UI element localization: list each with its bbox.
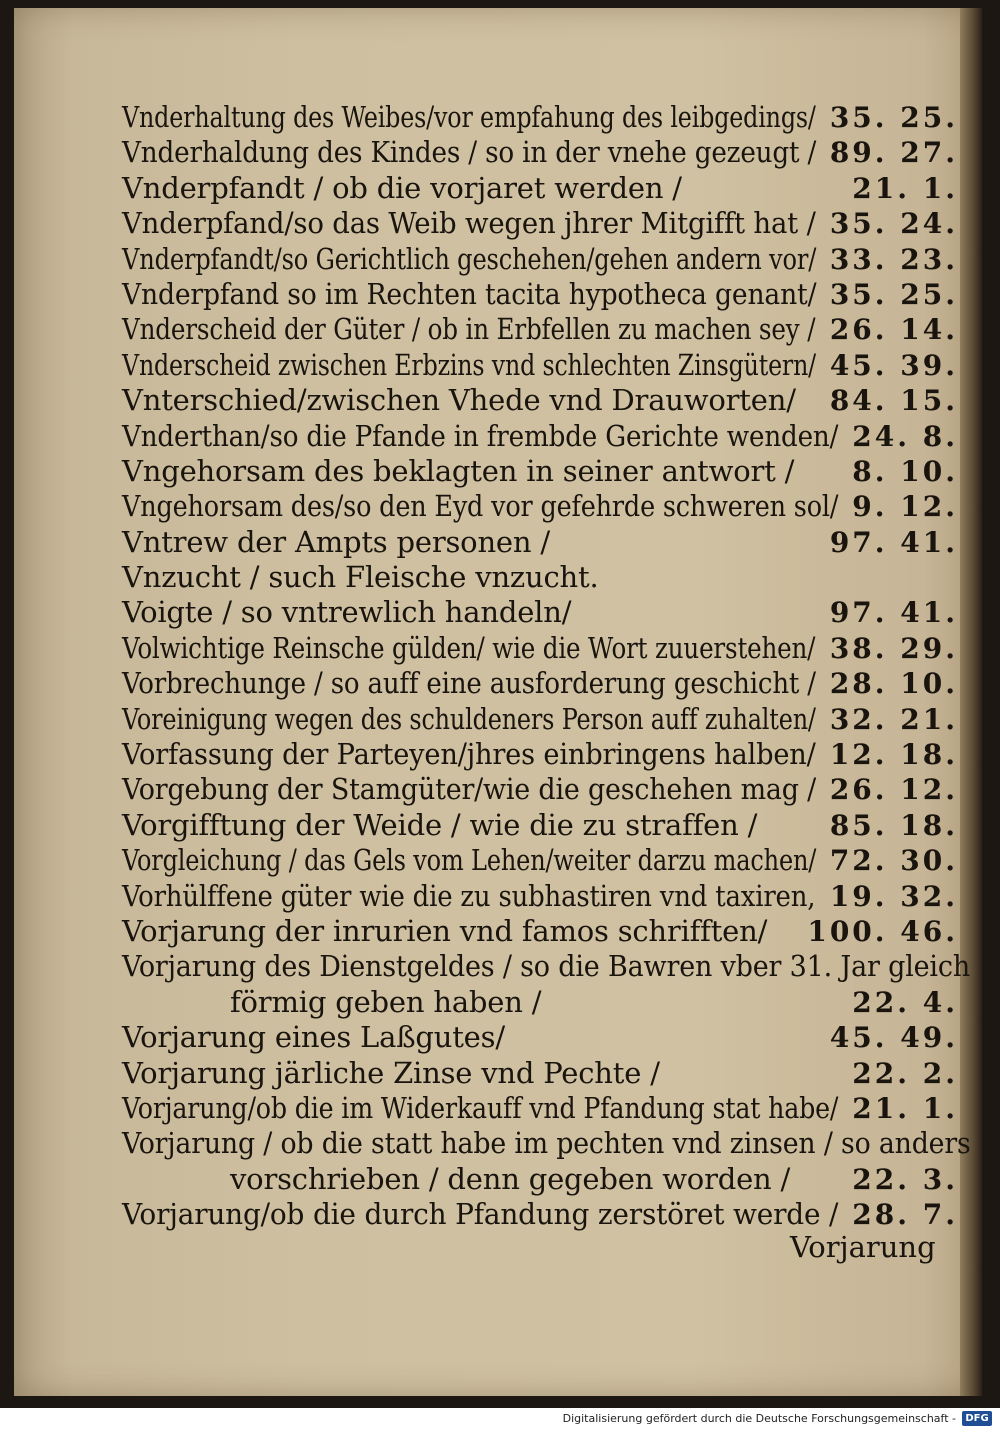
dfg-logo-icon: DFG bbox=[962, 1411, 992, 1426]
index-entry bbox=[14, 1162, 982, 1197]
index-entry bbox=[14, 914, 982, 949]
entry-text: Vngehorsam des/so den Eyd vor gefehrde schweren sol/ bbox=[122, 489, 839, 524]
entry-text: Vorjarung järliche Zinse vnd Pechte / bbox=[122, 1055, 660, 1090]
index-entry bbox=[14, 348, 982, 383]
entry-reference: 100. 46. bbox=[807, 914, 958, 948]
entry-text: Vorjarung der inrurien vnd famos schrifften/ bbox=[122, 913, 768, 948]
index-entry bbox=[14, 949, 982, 984]
index-entry bbox=[14, 135, 982, 170]
entry-text: förmig geben haben / bbox=[230, 984, 542, 1019]
entry-text: Vorjarung eines Laßgutes/ bbox=[122, 1020, 505, 1055]
entry-reference: 84. 15. bbox=[829, 384, 958, 418]
entry-text: Vorbrechunge / so auff eine ausforderung geschicht / bbox=[122, 666, 816, 701]
entry-text: Vntrew der Ampts personen / bbox=[122, 524, 550, 559]
entry-text: Vorfassung der Parteyen/jhres einbringens halben/ bbox=[122, 737, 816, 772]
index-entry bbox=[14, 100, 982, 135]
entry-reference: 35. 25. bbox=[829, 101, 958, 134]
entry-reference: 9. 12. bbox=[852, 490, 958, 524]
entry-reference: 97. 41. bbox=[829, 525, 958, 559]
entry-reference: 24. 8. bbox=[852, 419, 958, 453]
entry-text: Vorgebung der Stamgüter/wie die geschehen mag / bbox=[122, 772, 817, 807]
entry-text: Vnzucht / such Fleische vnzucht. bbox=[122, 560, 599, 595]
index-entry bbox=[14, 560, 982, 595]
entry-reference: 19. 32. bbox=[829, 879, 958, 913]
entry-text: Volwichtige Reinsche gülden/ wie die Wort zuuerstehen/ bbox=[122, 630, 816, 665]
index-entry bbox=[14, 737, 982, 772]
entry-reference: 12. 18. bbox=[829, 738, 958, 772]
entry-reference: 22. 2. bbox=[852, 1056, 958, 1090]
entry-reference: 32. 21. bbox=[829, 702, 958, 736]
entry-text: Vorjarung/ob die durch Pfandung zerstöret werde / bbox=[122, 1197, 839, 1232]
index-entry bbox=[14, 171, 982, 206]
entry-text: vorschrieben / denn gegeben worden / bbox=[230, 1161, 791, 1196]
index-entry bbox=[14, 1020, 982, 1055]
entry-text: Vnderpfandt/so Gerichtlich geschehen/gehen andern vor/ bbox=[122, 241, 817, 276]
book-page bbox=[14, 8, 982, 1396]
index-entry bbox=[14, 1091, 982, 1126]
index-entry bbox=[14, 595, 982, 630]
index-entry bbox=[14, 808, 982, 843]
index-entry bbox=[14, 419, 982, 454]
entry-text: Vorjarung/ob die im Widerkauff vnd Pfandung stat habe/ bbox=[122, 1090, 839, 1125]
index-entry bbox=[14, 772, 982, 807]
entry-text: Vorgleichung / das Gels vom Lehen/weiter darzu machen/ bbox=[122, 843, 817, 878]
entry-text: Vnderscheid der Güter / ob in Erbfellen zu machen sey / bbox=[122, 312, 816, 347]
index-entry bbox=[14, 525, 982, 560]
entry-text: Vnderpfandt / ob die vorjaret werden / bbox=[122, 170, 682, 205]
entry-text: Vnderhaltung des Weibes/vor empfahung des leibgedings/ bbox=[122, 100, 816, 134]
entry-text: Vnderhaldung des Kindes / so in der vnehe gezeugt / bbox=[122, 135, 817, 170]
entry-reference: 21. 1. bbox=[852, 1091, 958, 1125]
entry-reference: 26. 12. bbox=[829, 773, 958, 807]
index-entry bbox=[14, 489, 982, 524]
entry-text: Vorgifftung der Weide / wie die zu straffen / bbox=[122, 807, 758, 842]
entry-reference: 45. 39. bbox=[829, 348, 958, 382]
entry-reference: 38. 29. bbox=[829, 631, 958, 665]
index-entry bbox=[14, 383, 982, 418]
index-entry bbox=[14, 312, 982, 347]
entry-text: Vngehorsam des beklagten in seiner antwort / bbox=[122, 453, 795, 488]
entry-reference: 35. 25. bbox=[829, 277, 958, 311]
index-entry bbox=[14, 1197, 982, 1232]
entry-text: Vnderpfand so im Rechten tacita hypotheca genant/ bbox=[122, 276, 817, 311]
index-entry bbox=[14, 985, 982, 1020]
entry-reference: 72. 30. bbox=[829, 844, 958, 878]
entry-reference: 26. 14. bbox=[829, 313, 958, 347]
entry-reference: 22. 3. bbox=[852, 1162, 958, 1196]
entry-reference: 45. 49. bbox=[829, 1021, 958, 1055]
entry-reference: 22. 4. bbox=[852, 985, 958, 1019]
index-entry bbox=[14, 702, 982, 737]
entry-text: Voreinigung wegen des schuldeners Person auff zuhalten/ bbox=[122, 701, 816, 736]
catchword: Vorjarung bbox=[790, 1230, 936, 1264]
index-entry bbox=[14, 631, 982, 666]
entry-reference: 28. 10. bbox=[829, 667, 958, 701]
index-entry bbox=[14, 1056, 982, 1091]
footer-credit: Digitalisierung gefördert durch die Deutsche Forschungsgemeinschaft - bbox=[562, 1412, 956, 1425]
index-entries bbox=[14, 100, 982, 1233]
entry-reference: 33. 23. bbox=[829, 242, 958, 276]
entry-text: Vorjarung / ob die statt habe im pechten vnd zinsen / so anders bbox=[122, 1126, 971, 1161]
index-entry bbox=[14, 843, 982, 878]
index-entry bbox=[14, 454, 982, 489]
entry-reference: 35. 24. bbox=[829, 207, 958, 241]
entry-text: Vorjarung des Dienstgeldes / so die Bawren vber 31. Jar gleich bbox=[122, 949, 971, 984]
entry-text: Vnderthan/so die Pfande in frembde Gerichte wenden/ bbox=[122, 418, 839, 453]
index-entry bbox=[14, 242, 982, 277]
entry-text: Voigte / so vntrewlich handeln/ bbox=[122, 595, 572, 630]
entry-text: Vnderpfand/so das Weib wegen jhrer Mitgifft hat / bbox=[122, 206, 816, 241]
entry-reference: 28. 7. bbox=[852, 1198, 958, 1232]
index-entry bbox=[14, 879, 982, 914]
entry-reference: 85. 18. bbox=[829, 808, 958, 842]
index-entry bbox=[14, 1126, 982, 1161]
index-entry bbox=[14, 666, 982, 701]
entry-reference: 97. 41. bbox=[829, 596, 958, 630]
entry-reference: 89. 27. bbox=[829, 136, 958, 170]
entry-text: Vnterschied/zwischen Vhede vnd Drauworten/ bbox=[122, 383, 796, 418]
index-entry bbox=[14, 206, 982, 241]
entry-text: Vorhülffene güter wie die zu subhastiren vnd taxiren, bbox=[122, 878, 816, 913]
index-entry bbox=[14, 277, 982, 312]
footer-bar bbox=[0, 1408, 1000, 1432]
entry-text: Vnderscheid zwischen Erbzins vnd schlechten Zinsgütern/ bbox=[122, 347, 817, 382]
entry-reference: 8. 10. bbox=[852, 454, 958, 488]
entry-reference: 21. 1. bbox=[852, 171, 958, 205]
